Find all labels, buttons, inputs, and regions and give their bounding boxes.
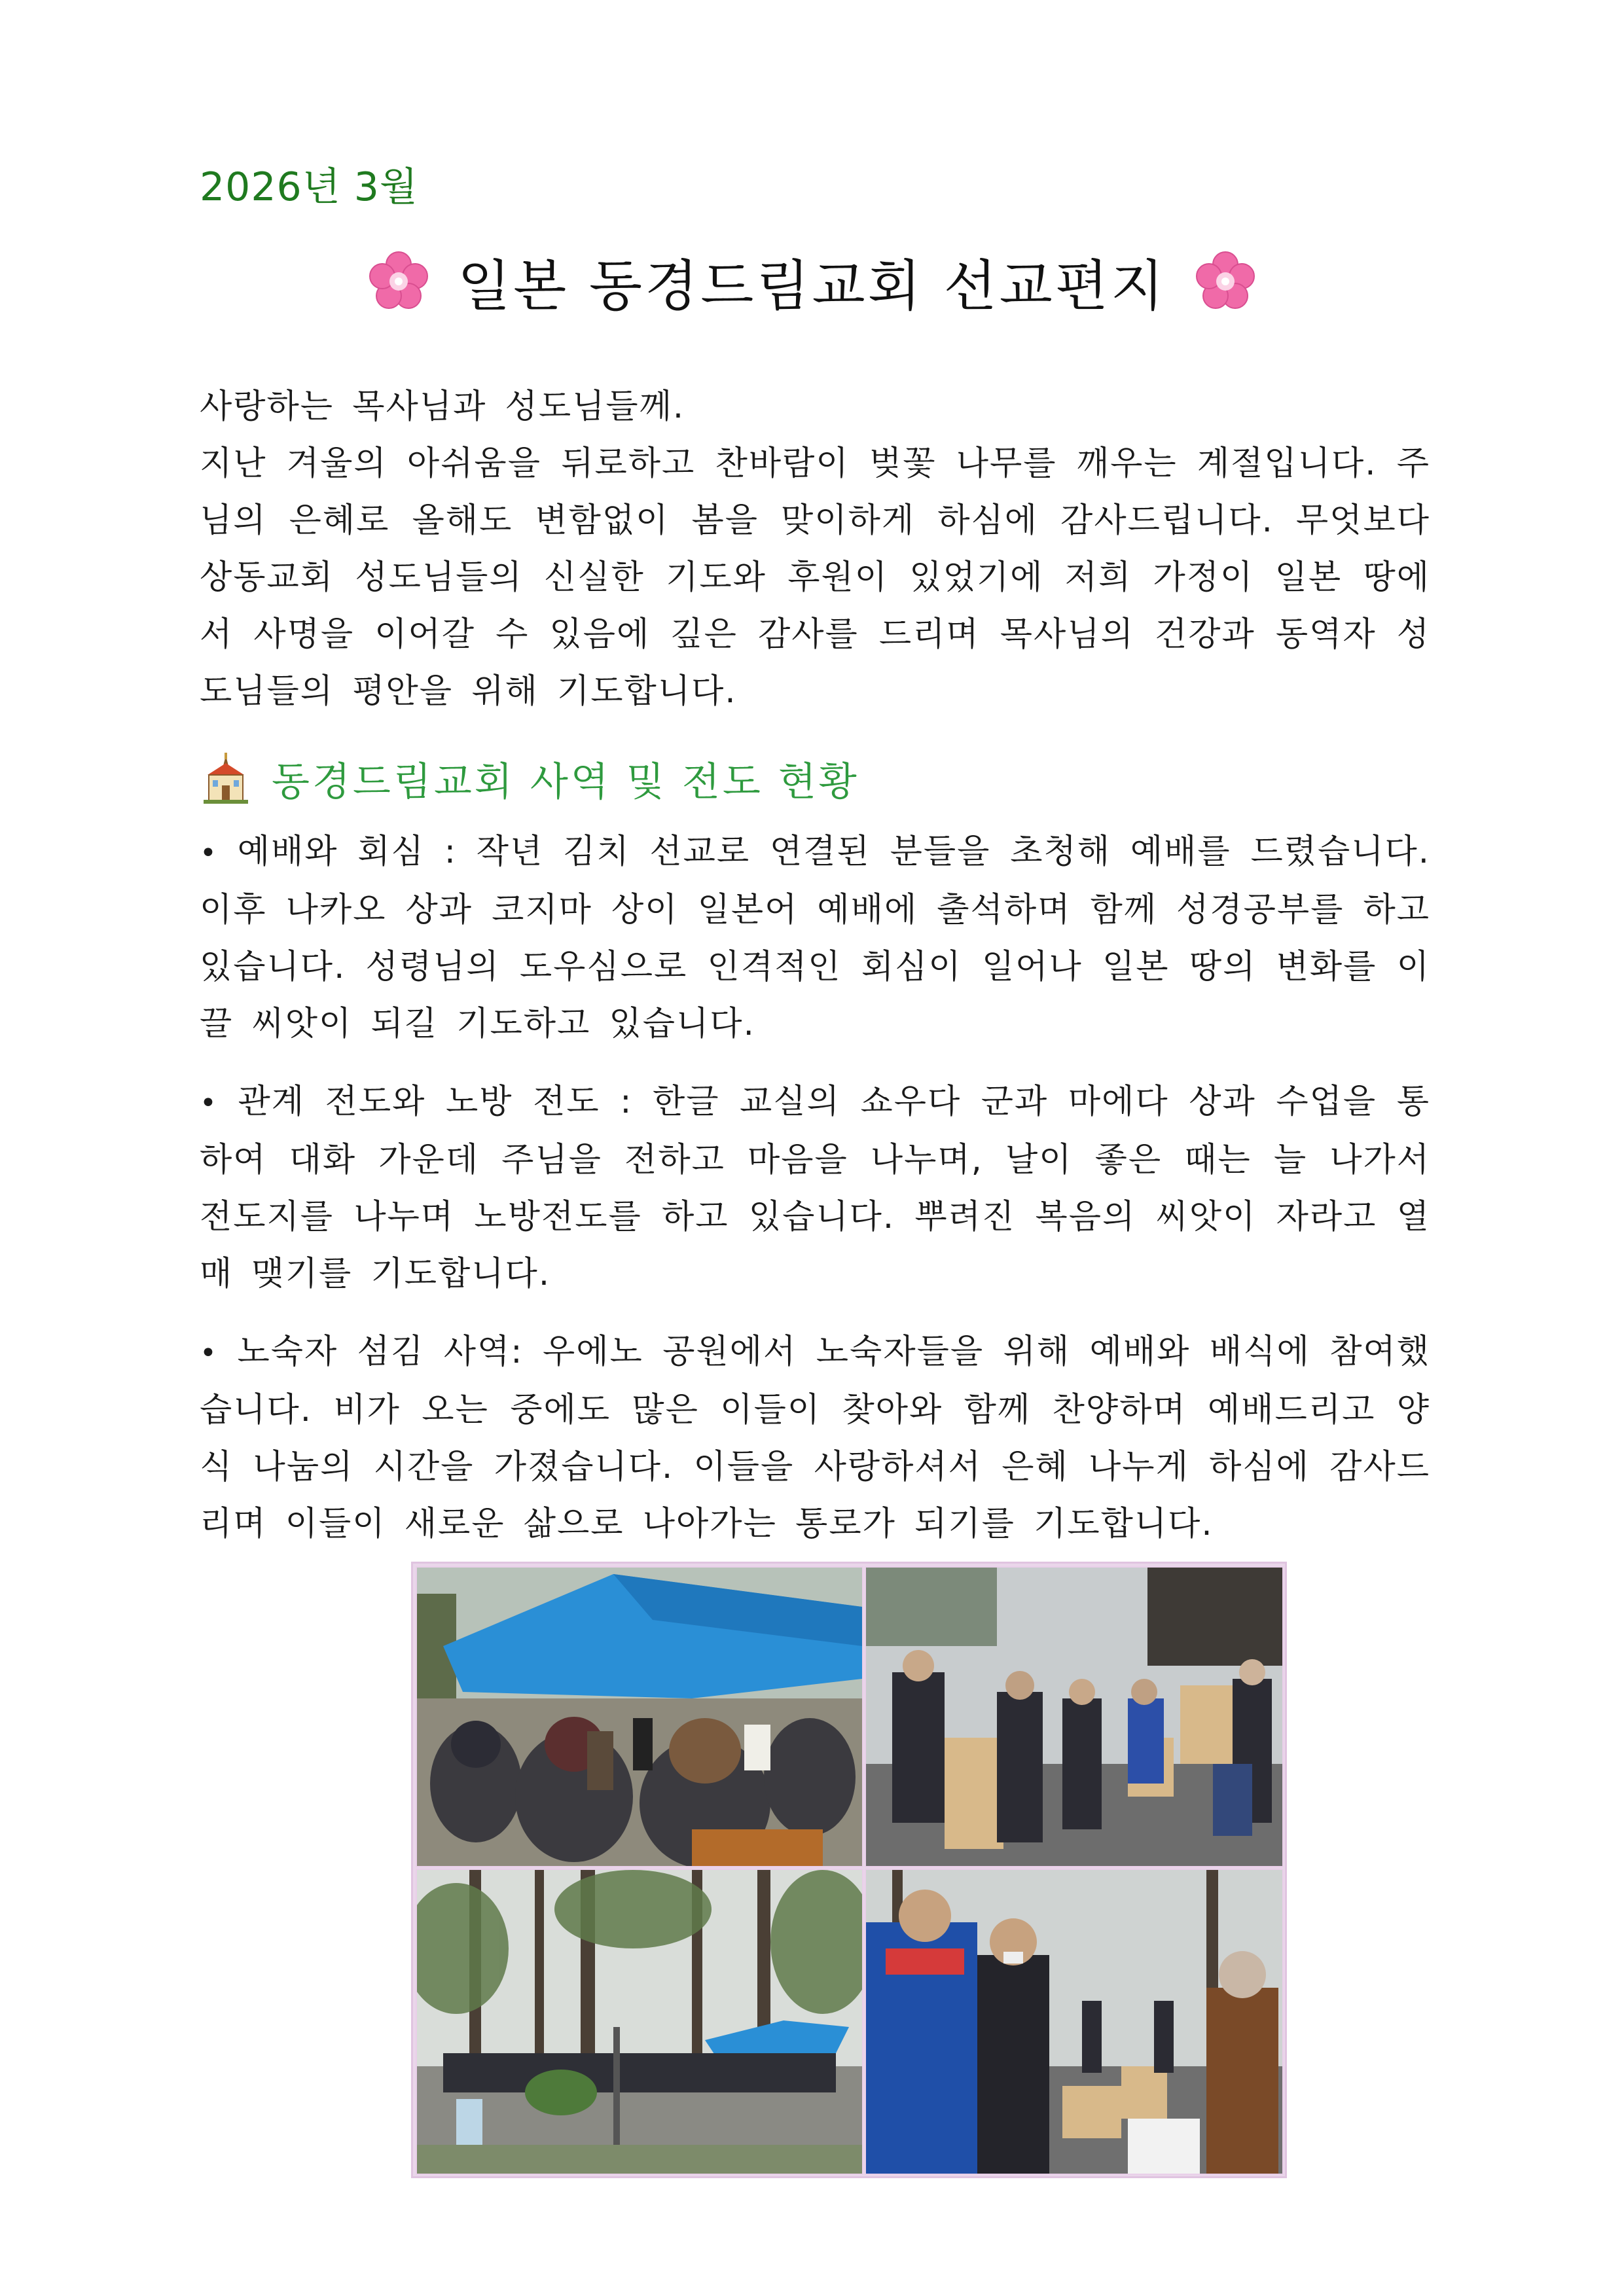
- letter-title: 일본 동경드림교회 선교편지: [457, 253, 1167, 318]
- greeting-salutation: 사랑하는 목사님과 성도님들께.: [200, 387, 685, 426]
- church-icon: [200, 753, 252, 805]
- greeting-paragraph: [200, 378, 1430, 720]
- title-row: [0, 242, 1624, 321]
- photo-collage: [411, 1562, 1287, 2178]
- cherry-blossom-icon: [1193, 249, 1258, 314]
- greeting-body: 지난 겨울의 아쉬움을 뒤로하고 찬바람이 벚꽃 나무를 깨우는 계절입니다. 주님의 은혜로 올해도 변함없이 봄을 맞이하게 하심에 감사드립니다. 무엇보다 상동교회 성도님들의 신실한 기도와 후원이 있었기에 저희 가정이 일본 땅에서 사명을 이어갈 수 있음에 깊은 감사를 드리며 목사님의 건강과 동역자 성도님들의 평안을 위해 기도합니다.: [200, 444, 1430, 711]
- bullet-marker: •: [200, 1086, 218, 1120]
- bullet-item: [200, 1323, 1430, 1552]
- photo-volunteers-serving: [865, 1869, 1284, 2175]
- bullet-text: 관계 전도와 노방 전도 : 한글 교실의 쇼우다 군과 마에다 상과 수업을 통하여 대화 가운데 주님을 전하고 마음을 나누며, 날이 좋은 때는 늘 나가서 전도지를 나누며 노방전도를 하고 있습니다. 뿌려진 복음의 씨앗이 자라고 열매 맺기를 기도합니다.: [200, 1083, 1430, 1293]
- bullet-marker: •: [200, 836, 218, 870]
- bullet-item: [200, 1073, 1430, 1302]
- bullet-text: 예배와 회심 : 작년 김치 선교로 연결된 분들을 초청해 예배를 드렸습니다. 이후 나카오 상과 코지마 상이 일본어 예배에 출석하며 함께 성경공부를 하고 있습니다. 성령님의 도우심으로 인격적인 회심이 일어나 일본 땅의 변화를 이끌 씨앗이 되길 기도하고 있습니다.: [200, 833, 1430, 1043]
- bullet-text: 노숙자 섬김 사역: 우에노 공원에서 노숙자들을 위해 예배와 배식에 참여했습니다. 비가 오는 중에도 많은 이들이 찾아와 함께 찬양하며 예배드리고 양식 나눔의 시간을 가졌습니다. 이들을 사랑하셔서 은혜 나누게 하심에 감사드리며 이들이 새로운 삶으로 나아가는 통로가 되기를 기도합니다.: [200, 1333, 1430, 1543]
- bullet-item: [200, 823, 1430, 1052]
- photo-food-distribution: [865, 1566, 1284, 1867]
- photo-park-gathering: [416, 1869, 863, 2175]
- letter-date: 2026년 3월: [200, 164, 418, 210]
- cherry-blossom-icon: [366, 249, 431, 314]
- section-heading: [200, 746, 859, 812]
- bullet-marker: •: [200, 1336, 218, 1370]
- photo-worship-under-tarp: [416, 1566, 863, 1867]
- section-title: 동경드림교회 사역 및 전도 현황: [272, 759, 859, 805]
